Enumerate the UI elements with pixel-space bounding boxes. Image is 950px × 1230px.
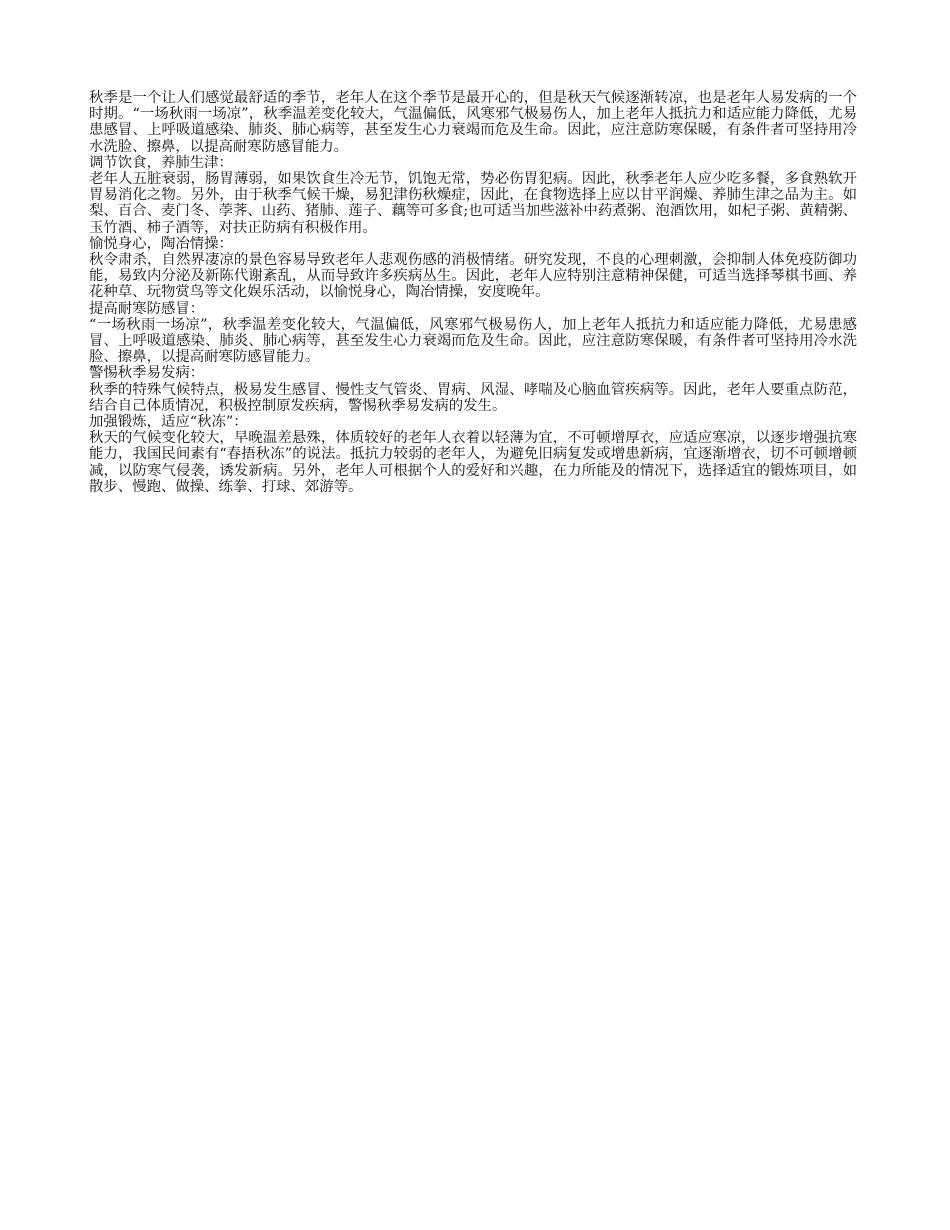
- intro-paragraph: 秋季是一个让人们感觉最舒适的季节，老年人在这个季节是最开心的，但是秋天气候逐渐转凉，也是老年人易发病的一个时期。“一场秋雨一场凉”，秋季温差变化较大，气温偏低，风寒邪气极易伤人，加上老年人抵抗力和适应能力降低，尤易患感冒、上呼吸道感染、肺炎、肺心病等，甚至发生心力衰竭而危及生命。因此，应注意防寒保暖，有条件者可坚持用冷水洗脸、擦鼻，以提高耐寒防感冒能力。: [89, 90, 857, 155]
- section-heading-exercise: 加强锻炼，适应“秋冻”：: [89, 414, 248, 431]
- section-heading-cold-resistance: 提高耐寒防感冒：: [89, 300, 205, 317]
- section-body-exercise: 秋天的气候变化较大，早晚温差悬殊，体质较好的老年人衣着以轻薄为宜，不可顿增厚衣，应适应寒凉，以逐步增强抗寒能力，我国民间素有“春捂秋冻”的说法。抵抗力较弱的老年人，为避免旧病复发或增患新病，宜逐渐增衣，切不可顿增顿减，以防寒气侵袭，诱发新病。另外，老年人可根据个人的爱好和兴趣，在力所能及的情况下，选择适宜的锻炼项目，如散步、慢跑、做操、练拳、打球、郊游等。: [89, 430, 857, 495]
- document-body: [89, 90, 857, 495]
- section-heading-mood: 愉悦身心，陶冶情操：: [89, 235, 233, 252]
- section-body-mood: 秋令肃杀，自然界凄凉的景色容易导致老年人悲观伤感的消极情绪。研究发现，不良的心理刺激，会抑制人体免疫防御功能，易致内分泌及新陈代谢紊乱，从而导致许多疾病丛生。因此，老年人应特别注意精神保健，可适当选择琴棋书画、养花种草、玩物赏鸟等文化娱乐活动，以愉悦身心，陶冶情操，安度晚年。: [89, 252, 857, 301]
- section-body-cold-resistance: “一场秋雨一场凉”，秋季温差变化较大，气温偏低，风寒邪气极易伤人，加上老年人抵抗力和适应能力降低，尤易患感冒、上呼吸道感染、肺炎、肺心病等，甚至发生心力衰竭而危及生命。因此，应注意防寒保暖，有条件者可坚持用冷水洗脸、擦鼻，以提高耐寒防感冒能力。: [89, 316, 857, 366]
- section-body-disease-alert: 秋季的特殊气候特点，极易发生感冒、慢性支气管炎、胃病、风湿、哮喘及心脑血管疾病等。因此，老年人要重点防范，结合自己体质情况，积极控制原发疾病，警惕秋季易发病的发生。: [89, 381, 857, 414]
- section-heading-disease-alert: 警惕秋季易发病：: [89, 365, 205, 382]
- section-heading-diet: 调节饮食，养肺生津：: [89, 154, 233, 171]
- section-body-diet: 老年人五脏衰弱，肠胃薄弱，如果饮食生冷无节，饥饱无常，势必伤胃犯病。因此，秋季老年人应少吃多餐，多食熟软开胃易消化之物。另外，由于秋季气候干燥，易犯津伤秋燥症，因此，在食物选择上应以甘平润燥、养肺生津之品为主。如梨、百合、麦门冬、荸荠、山药、猪肺、莲子、藕等可多食;也可适当加些滋补中药煮粥、泡酒饮用，如杞子粥、黄精粥、玉竹酒、柿子酒等，对扶正防病有积极作用。: [89, 171, 857, 236]
